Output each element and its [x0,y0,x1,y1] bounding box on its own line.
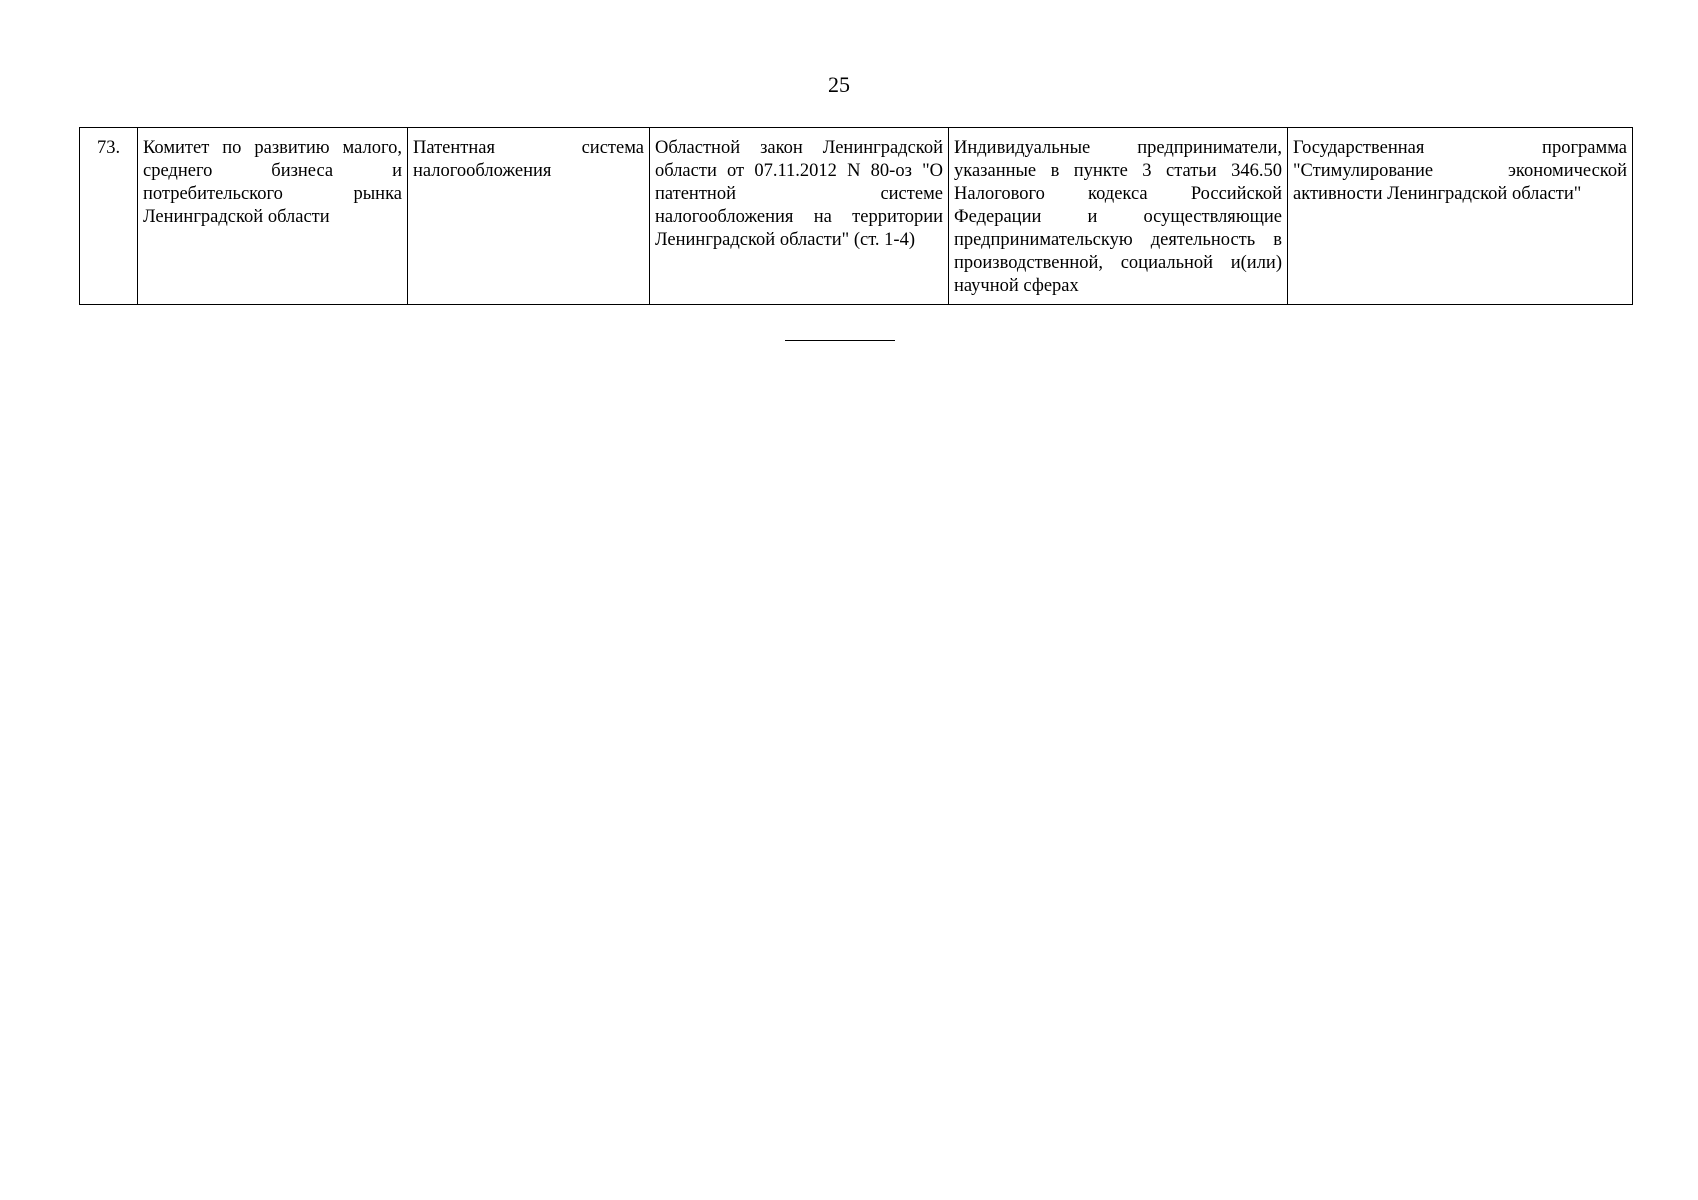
curator-cell: Комитет по развитию малого, среднего бизнеса и потребительского рынка Ленинградской области [138,128,408,305]
end-of-document-rule [785,340,895,341]
tax-regime-cell: Патентная система налогообложения [408,128,650,305]
tax-benefits-table [79,127,1633,305]
table-row [80,128,1633,305]
legal-act-cell: Областной закон Ленинградской области от 07.11.2012 N 80-оз "О патентной системе налогообложения на территории Ленинградской области" (ст. 1-4) [650,128,949,305]
beneficiaries-cell: Индивидуальные предприниматели, указанные в пункте 3 статьи 346.50 Налогового кодекса Российской Федерации и осуществляющие предпринимательскую деятельность в производственной, социальной и(или) научной сферах [949,128,1288,305]
row-number-cell: 73. [80,128,138,305]
program-cell: Государственная программа "Стимулирование экономической активности Ленинградской области" [1288,128,1633,305]
page-number: 25 [828,72,850,97]
